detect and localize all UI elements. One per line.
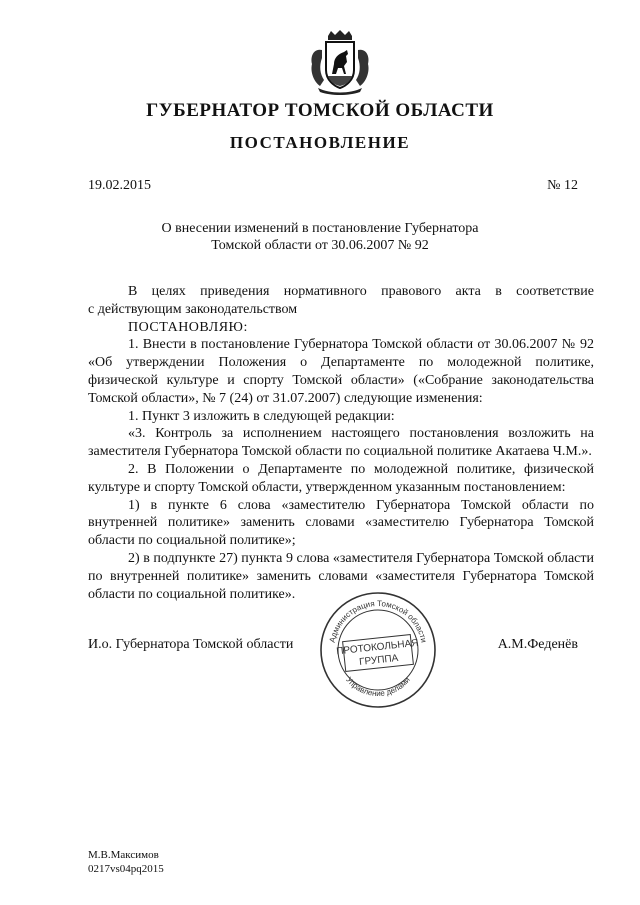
document-number: № 12 — [547, 178, 578, 193]
item-1-1: 1. Пункт 3 изложить в следующей редакции: — [128, 408, 395, 424]
document-code: 0217vs04pq2015 — [88, 863, 164, 875]
subject-line-1: О внесении изменений в постановление Губернатора — [161, 221, 479, 236]
stamp-outer-bottom-text: Управление делами — [344, 675, 412, 699]
coat-of-arms-icon — [300, 30, 380, 96]
signatory-position: И.о. Губернатора Томской области — [88, 637, 294, 652]
item-2-2: 2) в подпункте 27) пункта 9 слова «заместителя Губернатора Томской области по внутренней политике» заменить словами «заместителя Губернатора Томской области по социальной политике». — [88, 550, 594, 602]
subject-line-2: Томской области от 30.06.2007 № 92 — [211, 238, 429, 253]
stamp-outer-top-text: Администрация Томской области — [327, 598, 429, 644]
item-2-1: 1) в пункте 6 слова «заместителю Губернатора Томской области по внутренней политике» заменить словами «заместителю Губернатора Томской области по социальной политике»; — [88, 497, 594, 549]
executor-name: М.В.Максимов — [88, 849, 159, 861]
signatory-name: А.М.Феденёв — [497, 637, 578, 652]
footer — [88, 848, 164, 876]
preamble-line-1: В целях приведения нормативного правового акта в соответствие — [128, 284, 594, 299]
document-type: ПОСТАНОВЛЕНИЕ — [229, 133, 411, 152]
document-body — [88, 283, 594, 603]
item-1-1-text: «3. Контроль за исполнением настоящего постановления возложить на заместителя Губернатора Томской области по социальной политике Акатаева Ч.М.». — [88, 426, 594, 460]
stamp-inner-line-1: ПРОТОКОЛЬНАЯ — [335, 637, 420, 658]
item-2: 2. В Положении о Департаменте по молодежной политике, физической культуре и спорту Томской области, утвержденном указанным постановлением: — [88, 461, 594, 495]
item-1: 1. Внести в постановление Губернатора Томской области от 30.06.2007 № 92 «Об утверждении Положения о Департаменте по молодежной политике, физической культуре и спорту Томской области» («Собрание законодательства Томской области», № 7 (24) от 31.07.2007) следующие изменения: — [88, 337, 594, 406]
document-date: 19.02.2015 — [88, 178, 151, 193]
organization-title: ГУБЕРНАТОР ТОМСКОЙ ОБЛАСТИ — [146, 100, 494, 121]
stamp-inner-line-2: ГРУППА — [358, 652, 399, 668]
decree-word: ПОСТАНОВЛЯЮ: — [128, 319, 248, 335]
preamble-line-2: с действующим законодательством — [88, 301, 298, 317]
document-subject — [0, 220, 640, 254]
official-stamp — [318, 590, 438, 710]
